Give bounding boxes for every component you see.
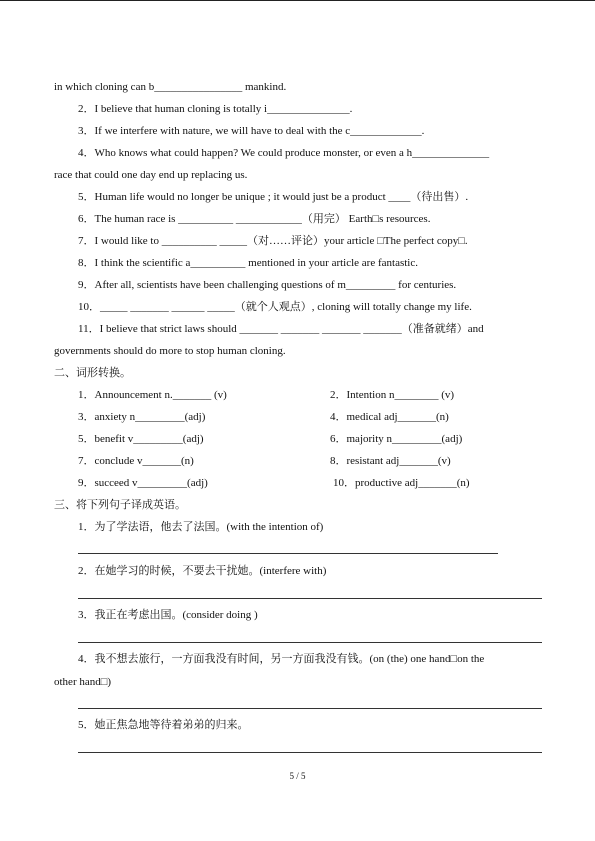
sentence-9: 9．After all, scientists have been challenging questions of m_________ for centuries.	[78, 279, 457, 291]
word-form-item: 4．medical adj_______(n)	[330, 411, 449, 423]
section-2-heading: 二、词形转换。	[54, 367, 131, 379]
sentence-10: 10．_____ _______ ______ _____（就个人观点）, cloning will totally change my life.	[78, 301, 472, 313]
word-form-item: 3．anxiety n_________(adj)	[78, 411, 206, 423]
answer-line-4[interactable]	[78, 708, 542, 709]
sentence-1-continued: in which cloning can b________________ mankind.	[54, 81, 287, 93]
section-3-heading: 三、将下列句子译成英语。	[54, 499, 186, 511]
translation-item-4: 4．我不想去旅行，一方面我没有时间，另一方面我没有钱。(on (the) one hand□on the	[78, 653, 485, 665]
word-form-item: 9．succeed v_________(adj)	[78, 477, 208, 489]
answer-line-1[interactable]	[78, 553, 498, 554]
answer-line-3[interactable]	[78, 642, 542, 643]
sentence-8: 8．I think the scientific a__________ mentioned in your article are fantastic.	[78, 257, 418, 269]
sentence-4: 4．Who knows what could happen? We could produce monster, or even a h______________	[78, 147, 490, 159]
word-form-item: 7．conclude v_______(n)	[78, 455, 194, 467]
sentence-11: 11．I believe that strict laws should _______ _______ _______ _______（准备就绪）and	[78, 323, 484, 335]
sentence-7: 7．I would like to __________ _____（对……评论）your article □The perfect copy□.	[78, 235, 468, 247]
answer-line-5[interactable]	[78, 752, 542, 753]
translation-item-4-continued: other hand□)	[54, 676, 112, 688]
translation-item-2: 2．在她学习的时候，不要去干扰她。(interfere with)	[78, 565, 327, 577]
translation-item-5: 5．她正焦急地等待着弟弟的归来。	[78, 719, 249, 731]
sentence-4-continued: race that could one day end up replacing us.	[54, 169, 248, 181]
top-rule	[0, 0, 595, 1]
word-form-item: 8．resistant adj_______(v)	[330, 455, 451, 467]
sentence-2: 2．I believe that human cloning is totally i_______________.	[78, 103, 353, 115]
answer-line-2[interactable]	[78, 598, 542, 599]
translation-item-1: 1．为了学法语，他去了法国。(with the intention of)	[78, 521, 324, 533]
sentence-3: 3．If we interfere with nature, we will have to deal with the c_____________.	[78, 125, 425, 137]
word-form-item: 1．Announcement n._______ (v)	[78, 389, 227, 401]
word-form-item: 6．majority n_________(adj)	[330, 433, 463, 445]
word-form-item: 5．benefit v_________(adj)	[78, 433, 204, 445]
sentence-5: 5．Human life would no longer be unique ; it would just be a product ____（待出售）.	[78, 191, 469, 203]
translation-item-3: 3．我正在考虑出国。(consider doing )	[78, 609, 258, 621]
page-number: 5 / 5	[289, 771, 306, 781]
word-form-item: 2．Intention n________ (v)	[330, 389, 455, 401]
word-form-item: 10．productive adj_______(n)	[333, 477, 470, 489]
sentence-11-continued: governments should do more to stop human cloning.	[54, 345, 286, 357]
sentence-6: 6．The human race is __________ ____________（用完） Earth□s resources.	[78, 213, 431, 225]
